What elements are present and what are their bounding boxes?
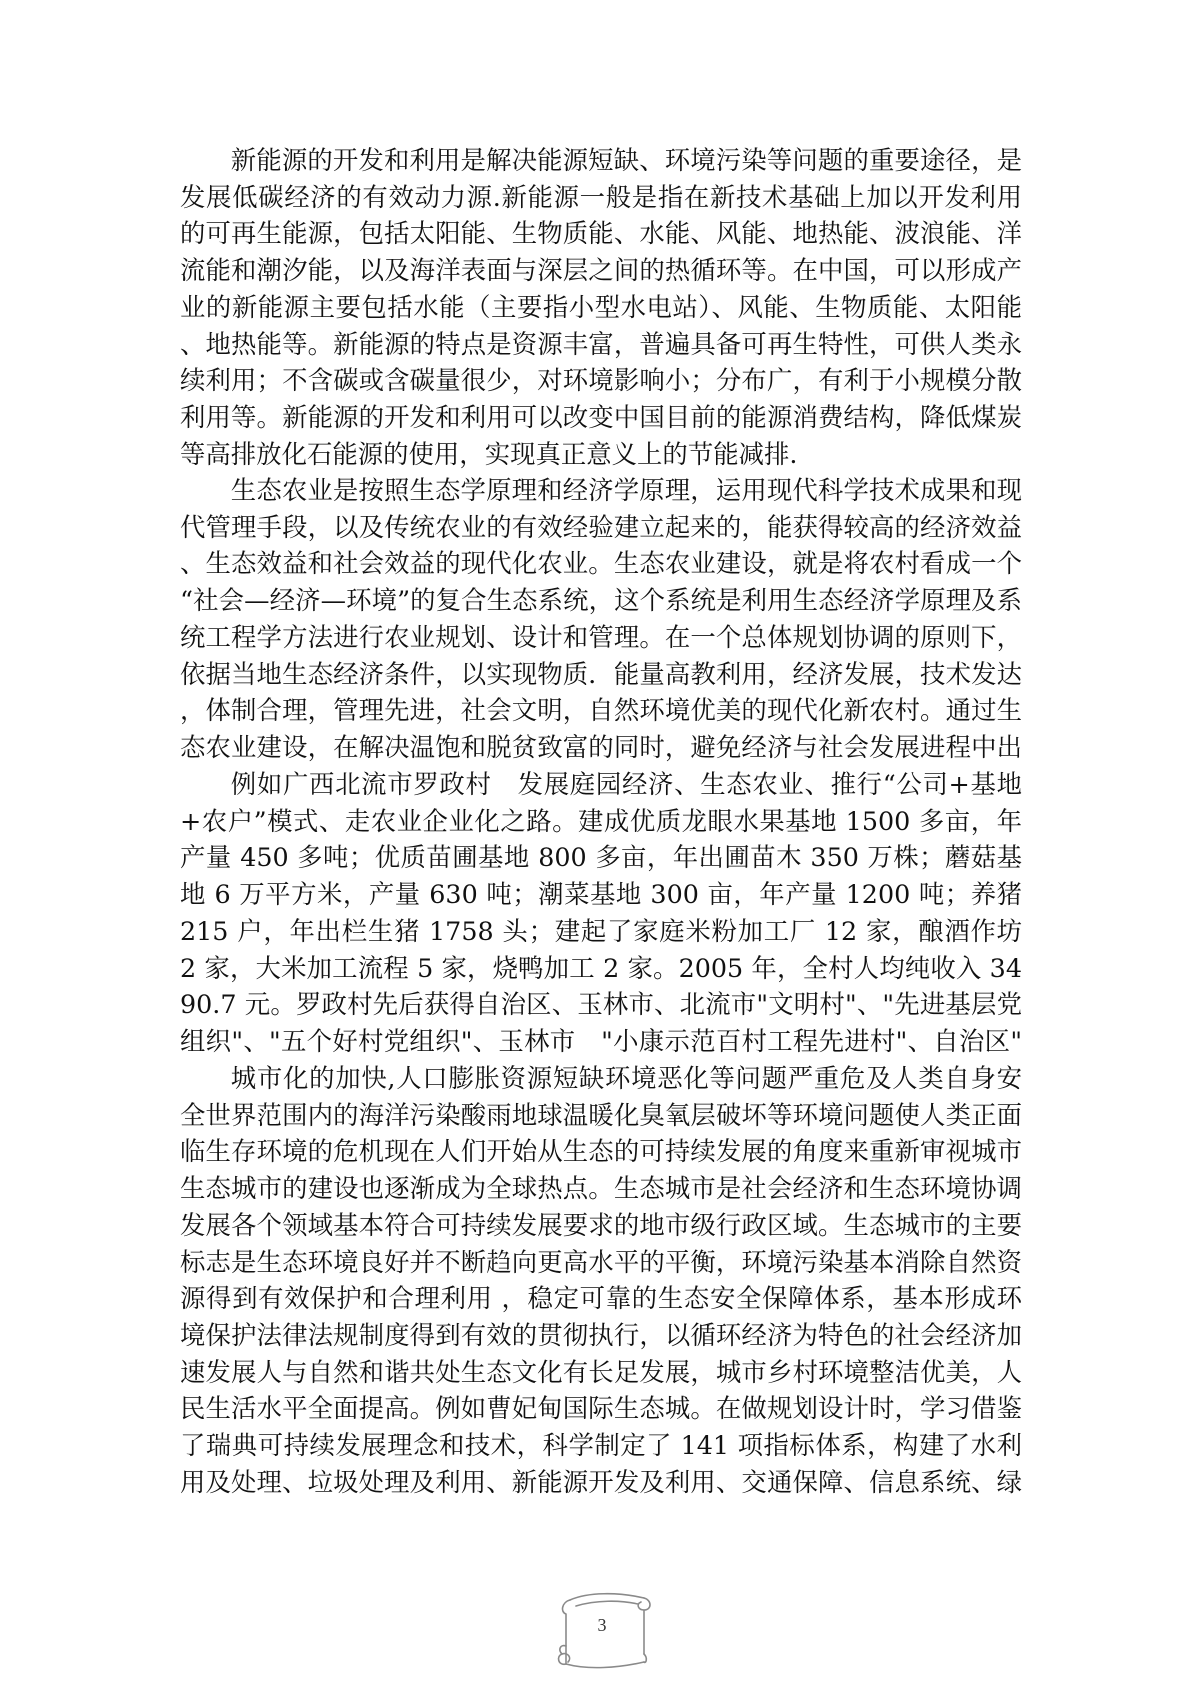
- document-body: [180, 142, 1022, 1501]
- paragraph-ecological-agriculture: 生态农业是按照生态学原理和经济学原理，运用现代科学技术成果和现代管理手段，以及传统农业的有效经验建立起来的，能获得较高的经济效益、生态效益和社会效益的现代化农业。生态农业建设，就是将农村看成一个“社会—经济—环境”的复合生态系统，这个系统是利用生态经济学原理及系统工程学方法进行农业规划、设计和管理。在一个总体规划协调的原则下，依据当地生态经济条件，以实现物质．能量高教利用，经济发展，技术发达，体制合理，管理先进，社会文明，自然环境优美的现代化新农村。通过生态农业建设，在解决温饱和脱贫致富的同时，避免经济与社会发展进程中出: [180, 475, 1022, 762]
- page-number: 3: [597, 1615, 607, 1635]
- paragraph-new-energy: 新能源的开发和利用是解决能源短缺、环境污染等问题的重要途径，是发展低碳经济的有效动力源.新能源一般是指在新技术基础上加以开发利用的可再生能源，包括太阳能、生物质能、水能、风能、地热能、波浪能、洋流能和潮汐能，以及海洋表面与深层之间的热循环等。在中国，可以形成产业的新能源主要包括水能（主要指小型水电站）、风能、生物质能、太阳能、地热能等。新能源的特点是资源丰富，普遍具备可再生特性，可供人类永续利用；不含碳或含碳量很少，对环境影响小；分布广，有利于小规模分散利用等。新能源的开发和利用可以改变中国目前的能源消费结构，降低煤炭等高排放化石能源的使用，实现真正意义上的节能减排.: [180, 145, 1022, 469]
- page-footer: [548, 1584, 656, 1676]
- paragraph-eco-city: 城市化的加快,人口膨胀资源短缺环境恶化等问题严重危及人类自身安全世界范围内的海洋污染酸雨地球温暖化臭氧层破坏等环境问题使人类正面临生存环境的危机现在人们开始从生态的可持续发展的角度来重新审视城市生态城市的建设也逐渐成为全球热点。生态城市是社会经济和生态环境协调发展各个领域基本符合可持续发展要求的地市级行政区域。生态城市的主要标志是生态环境良好并不断趋向更高水平的平衡，环境污染基本消除自然资源得到有效保护和合理利用 ，稳定可靠的生态安全保障体系，基本形成环境保护法律法规制度得到有效的贯彻执行，以循环经济为特色的社会经济加速发展人与自然和谐共处生态文化有长足发展，城市乡村环境整洁优美，人民生活水平全面提高。例如曹妃甸国际生态城。在做规划设计时，学习借鉴了瑞典可持续发展理念和技术，科学制定了 141 项指标体系，构建了水利用及处理、垃圾处理及利用、新能源开发及利用、交通保障、信息系统、绿: [180, 1063, 1022, 1497]
- paragraph-luozheng-village-example: 例如广西北流市罗政村 发展庭园经济、生态农业、推行“公司+基地+农户”模式、走农业企业化之路。建成优质龙眼水果基地 1500 多亩，年产量 450 多吨；优质苗圃基地 800 多亩，年出圃苗木 350 万株；蘑菇基地 6 万平方米，产量 630 吨；潮菜基地 300 亩，年产量 1200 吨；养猪 215 户，年出栏生猪 1758 头；建起了家庭米粉加工厂 12 家，酿酒作坊 2 家，大米加工流程 5 家，烧鸭加工 2 家。2005 年，全村人均纯收入 3490.7 元。罗政村先后获得自治区、玉林市、北流市"文明村"、"先进基层党组织"、"五个好村党组织"、玉林市 "小康示范百村工程先进村"、自治区": [180, 769, 1022, 1056]
